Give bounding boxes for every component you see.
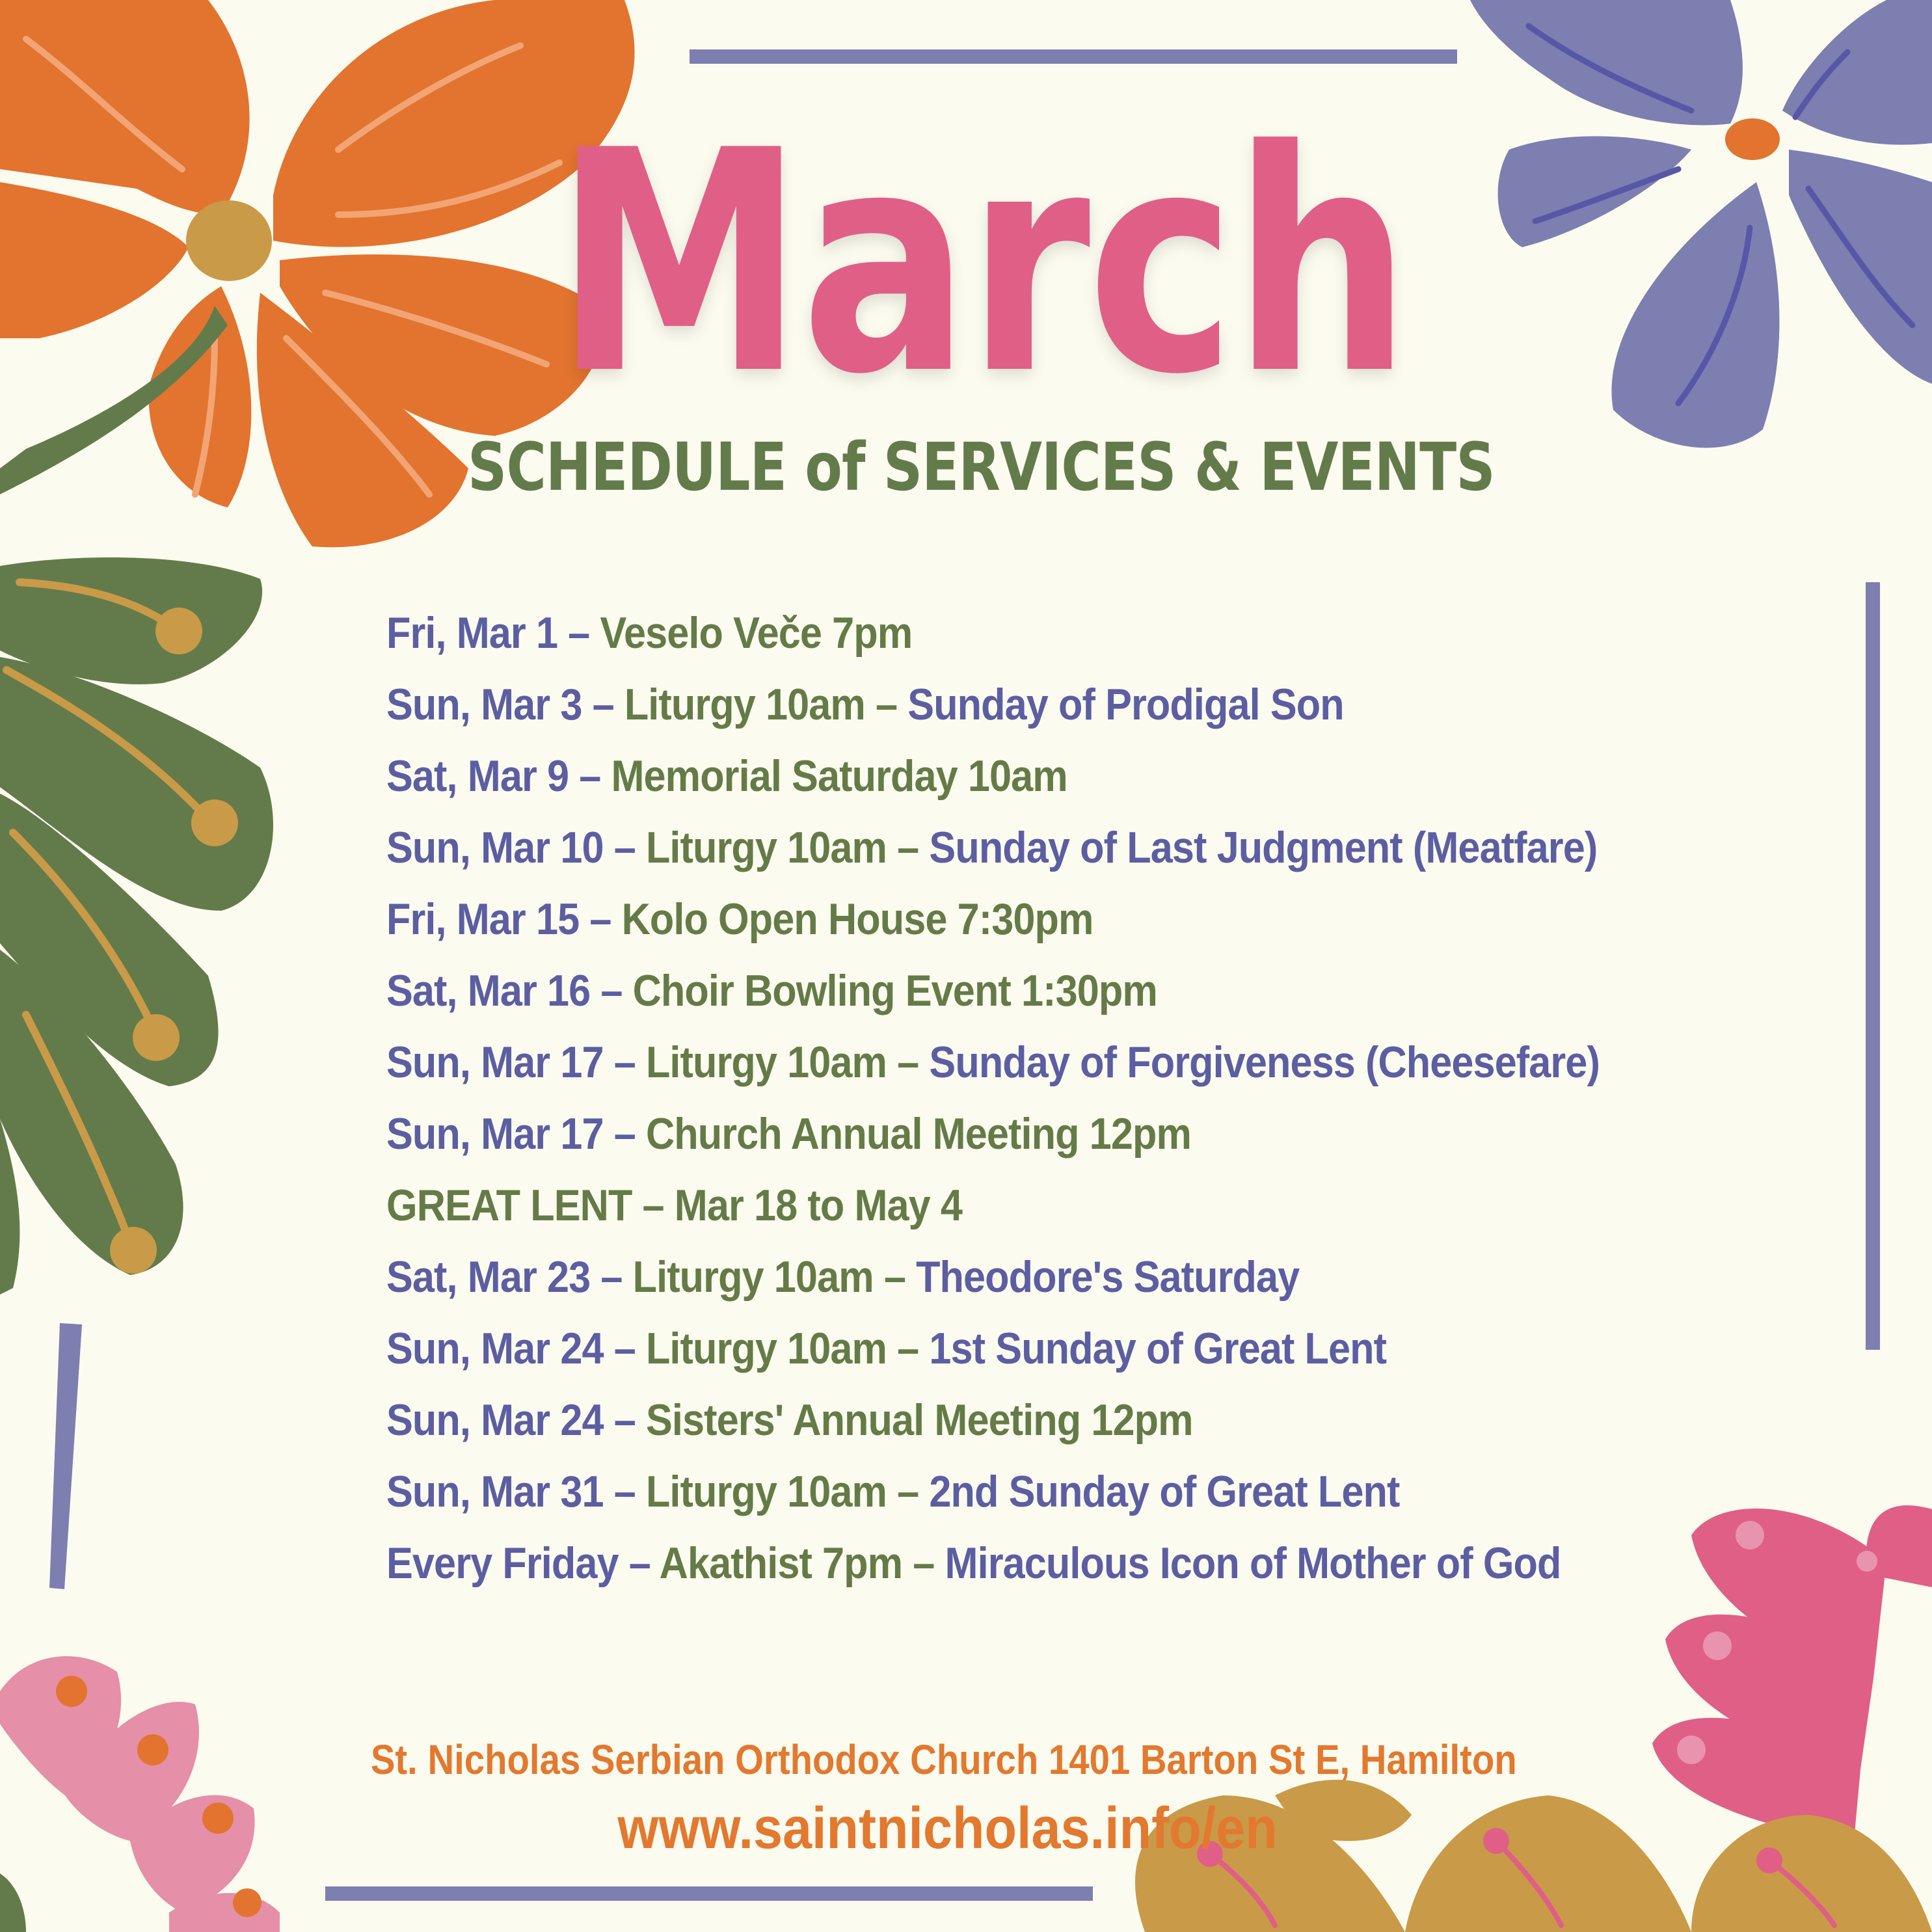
schedule-item bbox=[386, 1170, 1674, 1241]
green-leaves-illustration bbox=[0, 557, 273, 1295]
schedule-item-date: Sat, Mar 9 – bbox=[386, 751, 611, 801]
schedule-item bbox=[386, 1313, 1674, 1384]
schedule-item-date: Sun, Mar 17 – bbox=[386, 1038, 646, 1087]
schedule-item-detail: Liturgy 10am – bbox=[632, 1252, 917, 1302]
church-address: St. Nicholas Serbian Orthodox Church 1401 Barton St E, Hamilton bbox=[370, 1736, 1517, 1783]
schedule-item-detail: 1st Sunday of Great Lent bbox=[929, 1324, 1387, 1373]
schedule-item bbox=[386, 812, 1674, 883]
schedule-item-date: Sat, Mar 23 – bbox=[386, 1252, 633, 1302]
schedule-item-detail: Sunday of Forgiveness (Cheesefare) bbox=[929, 1038, 1600, 1087]
schedule-item-detail: Theodore's Saturday bbox=[916, 1252, 1300, 1302]
schedule-item bbox=[386, 1241, 1674, 1313]
schedule-item-detail: Liturgy 10am – bbox=[645, 823, 930, 872]
page-subtitle: SCHEDULE of SERVICES & EVENTS bbox=[468, 429, 1495, 506]
left-divider bbox=[49, 1323, 82, 1589]
schedule-item-date: GREAT LENT – Mar 18 to May 4 bbox=[386, 1181, 963, 1230]
schedule-item-date: Sun, Mar 3 – bbox=[386, 680, 624, 729]
right-divider bbox=[1866, 582, 1880, 1350]
schedule-item bbox=[386, 1456, 1674, 1527]
schedule-item bbox=[386, 1026, 1674, 1098]
schedule-item-date: Sun, Mar 24 – bbox=[386, 1324, 646, 1373]
schedule-item-detail: Liturgy 10am – bbox=[624, 680, 908, 729]
schedule-item-detail: Miraculous Icon of Mother of God bbox=[945, 1538, 1561, 1588]
schedule-item bbox=[386, 1098, 1674, 1170]
schedule-item-detail: Kolo Open House 7:30pm bbox=[621, 894, 1093, 944]
schedule-item-date: Sat, Mar 16 – bbox=[386, 966, 633, 1015]
schedule-item-detail: Liturgy 10am – bbox=[645, 1467, 930, 1516]
schedule-item-detail: Church Annual Meeting 12pm bbox=[645, 1109, 1191, 1159]
bottom-left-stem bbox=[0, 1873, 26, 1932]
schedule-item bbox=[386, 597, 1674, 669]
schedule-item bbox=[386, 883, 1674, 955]
schedule-item-date: Sun, Mar 31 – bbox=[386, 1467, 646, 1516]
schedule-item bbox=[386, 669, 1674, 740]
schedule-item-detail: Liturgy 10am – bbox=[645, 1324, 930, 1373]
schedule-item-detail: Liturgy 10am – bbox=[645, 1038, 930, 1087]
schedule-item-detail: Sunday of Last Judgment (Meatfare) bbox=[929, 823, 1598, 872]
schedule-item-detail: Veselo Veče 7pm bbox=[600, 608, 913, 658]
schedule-item bbox=[386, 955, 1674, 1026]
pink-petals-illustration bbox=[0, 1656, 280, 1932]
schedule-item-detail: 2nd Sunday of Great Lent bbox=[929, 1467, 1400, 1516]
page-title: March bbox=[554, 85, 1408, 441]
schedule-list bbox=[386, 597, 1818, 1599]
schedule-item bbox=[386, 740, 1674, 812]
schedule-item-detail: Choir Bowling Event 1:30pm bbox=[632, 966, 1157, 1015]
schedule-item-date: Every Friday – bbox=[386, 1538, 660, 1588]
schedule-item-date: Fri, Mar 1 – bbox=[386, 608, 600, 658]
schedule-item-detail: Memorial Saturday 10am bbox=[611, 751, 1067, 801]
bottom-divider bbox=[325, 1886, 1093, 1901]
schedule-item bbox=[386, 1384, 1674, 1456]
schedule-item-date: Sun, Mar 24 – bbox=[386, 1395, 646, 1445]
schedule-item-detail: Akathist 7pm – bbox=[659, 1538, 945, 1588]
schedule-item-date: Fri, Mar 15 – bbox=[386, 894, 622, 944]
schedule-item bbox=[386, 1527, 1674, 1599]
top-divider bbox=[690, 49, 1457, 64]
schedule-item-detail: Sisters' Annual Meeting 12pm bbox=[645, 1395, 1193, 1445]
schedule-item-date: Sun, Mar 10 – bbox=[386, 823, 646, 872]
schedule-item-date: Sun, Mar 17 – bbox=[386, 1109, 646, 1159]
website-link[interactable]: www.saintnicholas.info/en bbox=[617, 1796, 1278, 1861]
schedule-item-detail: Sunday of Prodigal Son bbox=[907, 680, 1344, 729]
